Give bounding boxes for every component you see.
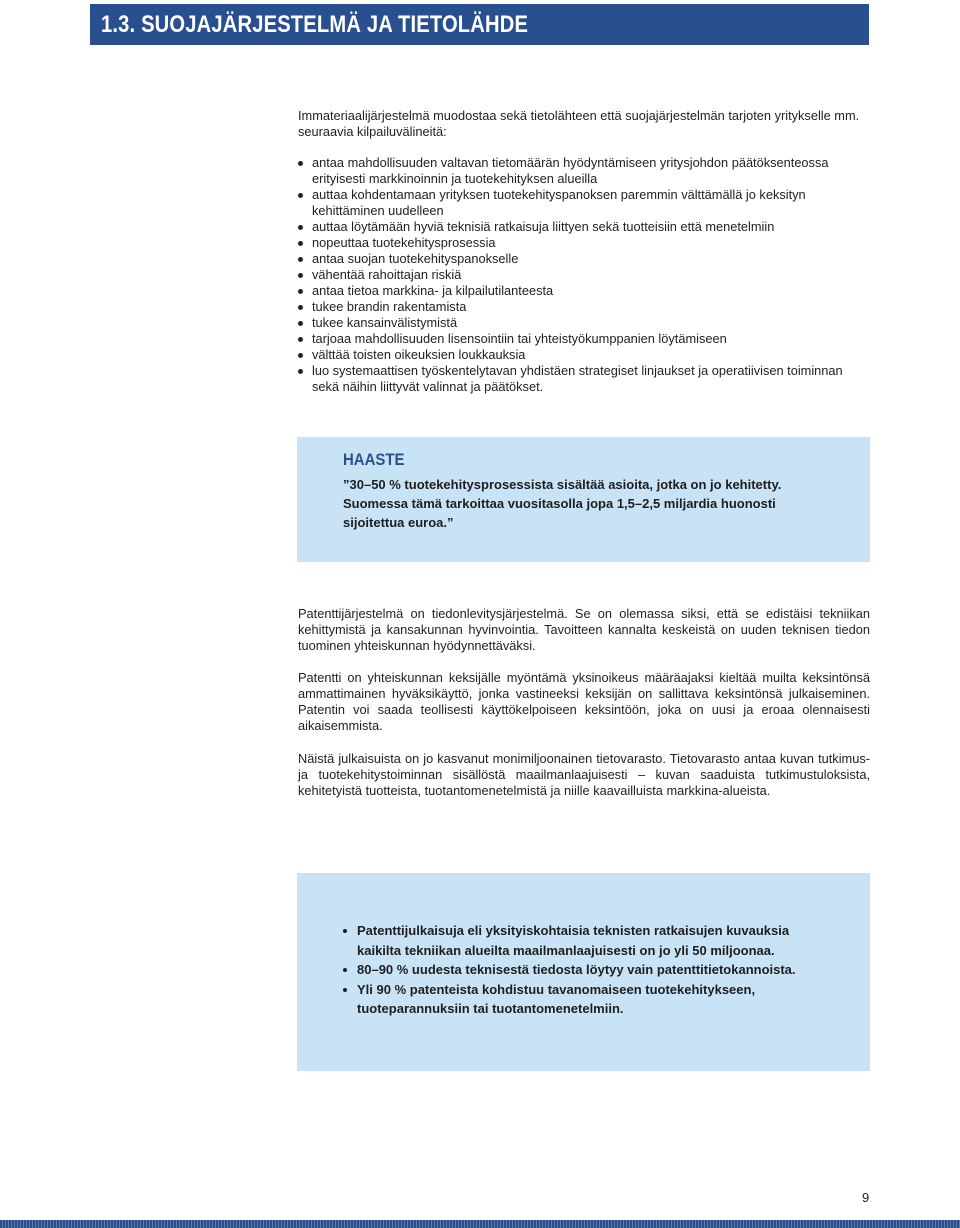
- list-item: auttaa kohdentamaan yrityksen tuotekehityspanoksen paremmin välttämällä jo keksityn kehittäminen uudelleen: [298, 187, 870, 219]
- list-item: tukee brandin rakentamista: [298, 299, 870, 315]
- intro-paragraph: Immateriaalijärjestelmä muodostaa sekä tietolähteen että suojajärjestelmän tarjoten yritykselle mm. seuraavia kilpailuvälineitä:: [298, 108, 860, 139]
- facts-list: [341, 921, 831, 1019]
- bullet-icon: [298, 273, 303, 278]
- bullet-icon: [298, 369, 303, 374]
- bullet-icon: [298, 289, 303, 294]
- body-paragraph: Näistä julkaisuista on jo kasvanut monimiljoonainen tietovarasto. Tietovarasto antaa kuvan tutkimus- ja tuotekehitystoiminnan sisällöstä maailmanlaajuisesti – kuvan saaduista tutkimustuloksista, kehitetyistä tuotteista, tuotantomenetelmistä ja niille kaavailluista markkina-alueista.: [298, 751, 870, 798]
- list-item: luo systemaattisen työskentelytavan yhdistäen strategiset linjaukset ja operatiivisen toiminnan sekä näihin liittyvät valinnat ja päätökset.: [298, 363, 870, 395]
- bullet-icon: [343, 988, 347, 992]
- advantages-list: [298, 155, 870, 395]
- list-item: Yli 90 % patenteista kohdistuu tavanomaiseen tuotekehitykseen, tuoteparannuksiin tai tuotantomenetelmiin.: [341, 980, 831, 1019]
- challenge-box: [297, 437, 870, 562]
- bullet-icon: [298, 161, 303, 166]
- bullet-icon: [343, 968, 347, 972]
- list-item: 80–90 % uudesta teknisestä tiedosta löytyy vain patenttitietokannoista.: [341, 960, 831, 980]
- facts-box: [297, 873, 870, 1071]
- list-item: antaa mahdollisuuden valtavan tietomäärän hyödyntämiseen yritysjohdon päätöksenteossa erityisesti markkinoinnin ja tuotekehityksen alueilla: [298, 155, 870, 187]
- footer-bar: [0, 1220, 960, 1228]
- list-item: vähentää rahoittajan riskiä: [298, 267, 870, 283]
- body-paragraph: Patentti on yhteiskunnan keksijälle myöntämä yksinoikeus määräajaksi kieltää muilta keksintönsä ammattimainen hyväksikäyttö, jonka vastineeksi keksijän on sallittava keksintönsä julkaiseminen. Patentin voi saada teollisesti käyttökelpoiseen keksintöön, joka on uusi ja eroaa olennaisesti aikaisemmista.: [298, 670, 870, 733]
- bullet-icon: [298, 193, 303, 198]
- list-item: antaa tietoa markkina- ja kilpailutilanteesta: [298, 283, 870, 299]
- list-item: nopeuttaa tuotekehitysprosessia: [298, 235, 870, 251]
- bullet-icon: [298, 225, 303, 230]
- bullet-icon: [298, 305, 303, 310]
- challenge-quote: ”30–50 % tuotekehitysprosessista sisältää asioita, jotka on jo kehitetty. Suomessa tämä tarkoittaa vuositasolla jopa 1,5–2,5 miljardia huonosti sijoitettua euroa.”: [343, 477, 782, 530]
- list-item: antaa suojan tuotekehityspanokselle: [298, 251, 870, 267]
- section-header-bar: [90, 4, 869, 45]
- bullet-icon: [298, 337, 303, 342]
- page-number: 9: [862, 1190, 870, 1205]
- list-item: tarjoaa mahdollisuuden lisensointiin tai yhteistyökumppanien löytämiseen: [298, 331, 870, 347]
- challenge-title: HAASTE: [343, 450, 405, 469]
- bullet-icon: [343, 929, 347, 933]
- list-item: välttää toisten oikeuksien loukkauksia: [298, 347, 870, 363]
- body-paragraph: Patenttijärjestelmä on tiedonlevitysjärjestelmä. Se on olemassa siksi, että se edistäisi tekniikan kehittymistä ja kansakunnan hyvinvointia. Tavoitteen kannalta keskeistä on uuden teknisen tiedon tuominen yhteiskunnan hyödynnettäväksi.: [298, 606, 870, 653]
- section-title: 1.3. SUOJAJÄRJESTELMÄ JA TIETOLÄHDE: [101, 11, 529, 38]
- bullet-icon: [298, 321, 303, 326]
- bullet-icon: [298, 353, 303, 358]
- bullet-icon: [298, 241, 303, 246]
- list-item: auttaa löytämään hyviä teknisiä ratkaisuja liittyen sekä tuotteisiin että menetelmiin: [298, 219, 870, 235]
- list-item: tukee kansainvälistymistä: [298, 315, 870, 331]
- list-item: Patenttijulkaisuja eli yksityiskohtaisia teknisten ratkaisujen kuvauksia kaikilta tekniikan alueilta maailmanlaajuisesti on jo yli 50 miljoonaa.: [341, 921, 831, 960]
- bullet-icon: [298, 257, 303, 262]
